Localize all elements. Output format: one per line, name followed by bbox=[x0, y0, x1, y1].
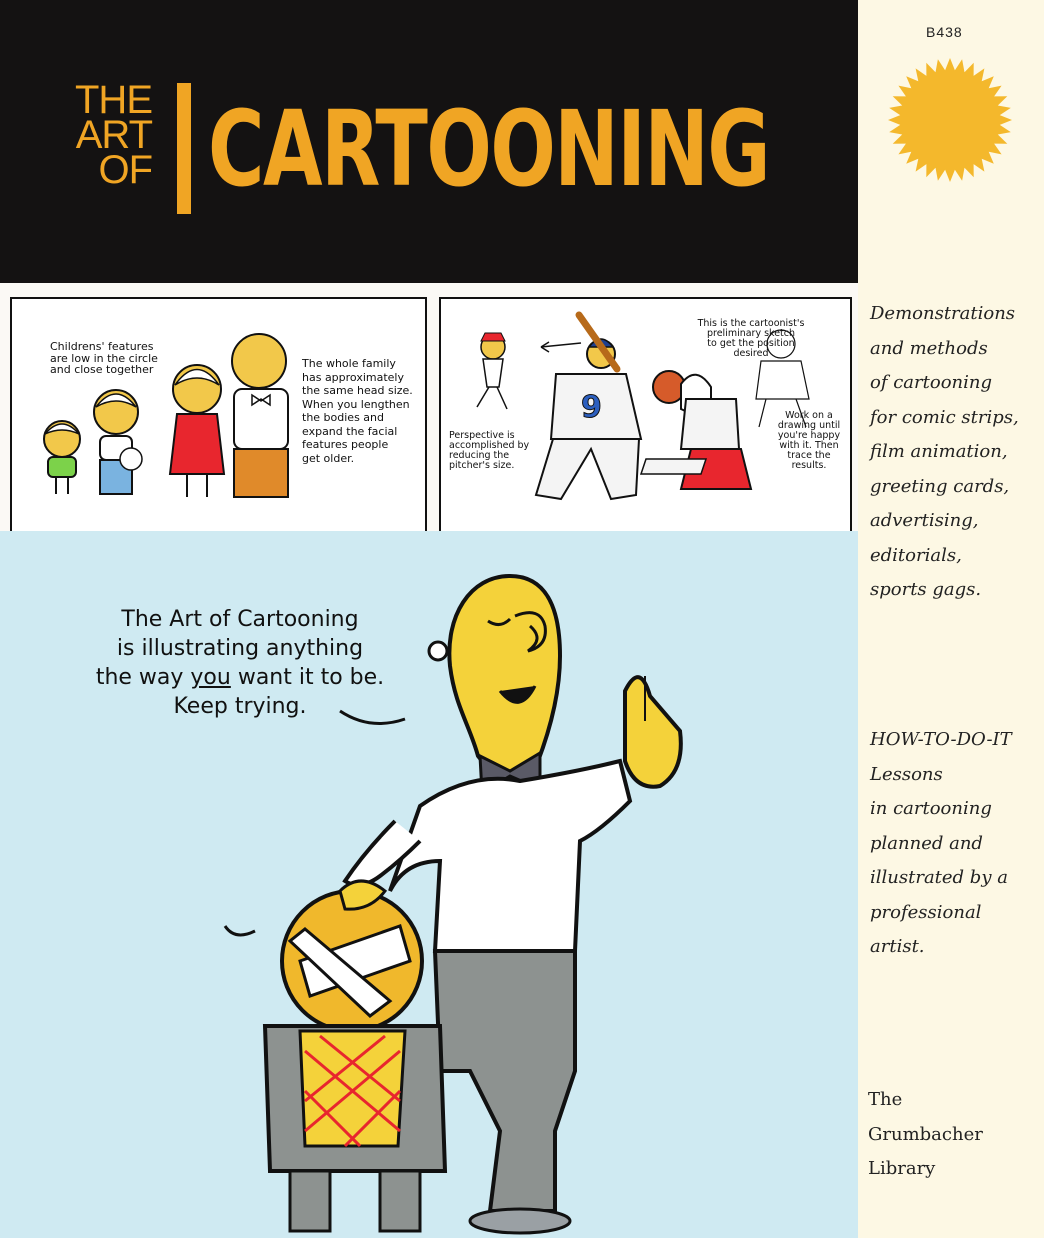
lessons-line: illustrated by a bbox=[870, 867, 1008, 888]
caption-line: expand the facial bbox=[302, 424, 398, 438]
caption-line: Perspective is bbox=[449, 430, 515, 441]
caption-line: features people bbox=[302, 438, 389, 451]
speech-segment: the way bbox=[95, 665, 191, 690]
caption-line: to get the position bbox=[707, 337, 795, 349]
caption-line: desired bbox=[733, 347, 769, 359]
description-blurb bbox=[870, 297, 1019, 608]
title-divider bbox=[177, 83, 191, 214]
title-prefix-line: THE bbox=[75, 78, 152, 122]
caption-line: results. bbox=[791, 459, 827, 471]
family-caption bbox=[302, 357, 413, 465]
speech-line: is illustrating anything bbox=[116, 636, 364, 661]
starburst-seal bbox=[885, 55, 1015, 185]
publisher-line: Library bbox=[868, 1158, 936, 1179]
caption-line: the same head size. bbox=[302, 384, 413, 397]
caption-line: pitcher's size. bbox=[449, 459, 515, 471]
lessons-line: HOW-TO-DO-IT bbox=[870, 729, 1012, 750]
title-prefix-line: ART bbox=[75, 113, 152, 157]
lessons-line: in cartooning bbox=[870, 798, 992, 819]
children-caption bbox=[50, 341, 158, 376]
speech-line: Keep trying. bbox=[173, 694, 307, 719]
blurb-line: editorials, bbox=[870, 544, 962, 566]
blurb-line: Demonstrations bbox=[870, 303, 1016, 324]
caption-line: reducing the bbox=[449, 449, 510, 461]
speech-segment: want it to be. bbox=[230, 665, 385, 690]
work-caption bbox=[769, 411, 849, 471]
caption-line: trace the bbox=[787, 449, 831, 461]
lessons-line: Lessons bbox=[870, 763, 943, 785]
sketch-caption bbox=[671, 319, 831, 359]
catalog-code: B438 bbox=[926, 24, 963, 40]
speech-bubble bbox=[80, 605, 400, 721]
speech-emphasis: you bbox=[190, 665, 231, 690]
title-prefix bbox=[52, 78, 152, 192]
family-panel bbox=[10, 297, 427, 533]
caption-line: Work on a bbox=[785, 410, 833, 421]
title-prefix-line: OF bbox=[98, 148, 152, 192]
lessons-blurb bbox=[870, 723, 1012, 965]
caption-line: the bodies and bbox=[302, 411, 384, 424]
caption-line: has approximately bbox=[302, 370, 404, 384]
blurb-line: sports gags. bbox=[870, 579, 982, 600]
caption-line: and close together bbox=[50, 363, 154, 377]
caption-line: accomplished by bbox=[449, 439, 530, 451]
caption-line: Childrens' features bbox=[50, 340, 154, 353]
blurb-line: of cartooning bbox=[870, 372, 993, 393]
publisher bbox=[868, 1083, 983, 1187]
publisher-line: The bbox=[868, 1089, 903, 1110]
publisher-line: Grumbacher bbox=[868, 1123, 983, 1145]
blurb-line: film animation, bbox=[870, 441, 1008, 462]
blurb-line: advertising, bbox=[870, 510, 979, 531]
caption-line: preliminary sketch bbox=[706, 327, 796, 339]
lessons-line: professional bbox=[870, 901, 982, 923]
jersey-number: 9 bbox=[581, 390, 602, 425]
caption-line: The whole family bbox=[302, 357, 396, 370]
blurb-line: for comic strips, bbox=[870, 406, 1019, 428]
caption-line: drawing until bbox=[777, 419, 841, 431]
caption-line: This is the cartoonist's bbox=[697, 318, 805, 329]
caption-line: you're happy bbox=[777, 429, 841, 441]
blurb-line: greeting cards, bbox=[870, 475, 1010, 497]
caption-line: When you lengthen bbox=[302, 397, 410, 411]
lessons-line: planned and bbox=[870, 832, 983, 854]
perspective-caption bbox=[449, 431, 529, 471]
caption-line: are low in the circle bbox=[50, 351, 158, 365]
caption-line: get older. bbox=[302, 451, 355, 465]
baseball-panel bbox=[439, 297, 852, 533]
speech-line bbox=[80, 663, 400, 692]
book-title: CARTOONING bbox=[208, 88, 770, 210]
lessons-line: artist. bbox=[870, 936, 925, 957]
caption-line: with it. Then bbox=[779, 439, 839, 451]
speech-line: The Art of Cartooning bbox=[121, 607, 359, 632]
blurb-line: and methods bbox=[870, 337, 988, 359]
